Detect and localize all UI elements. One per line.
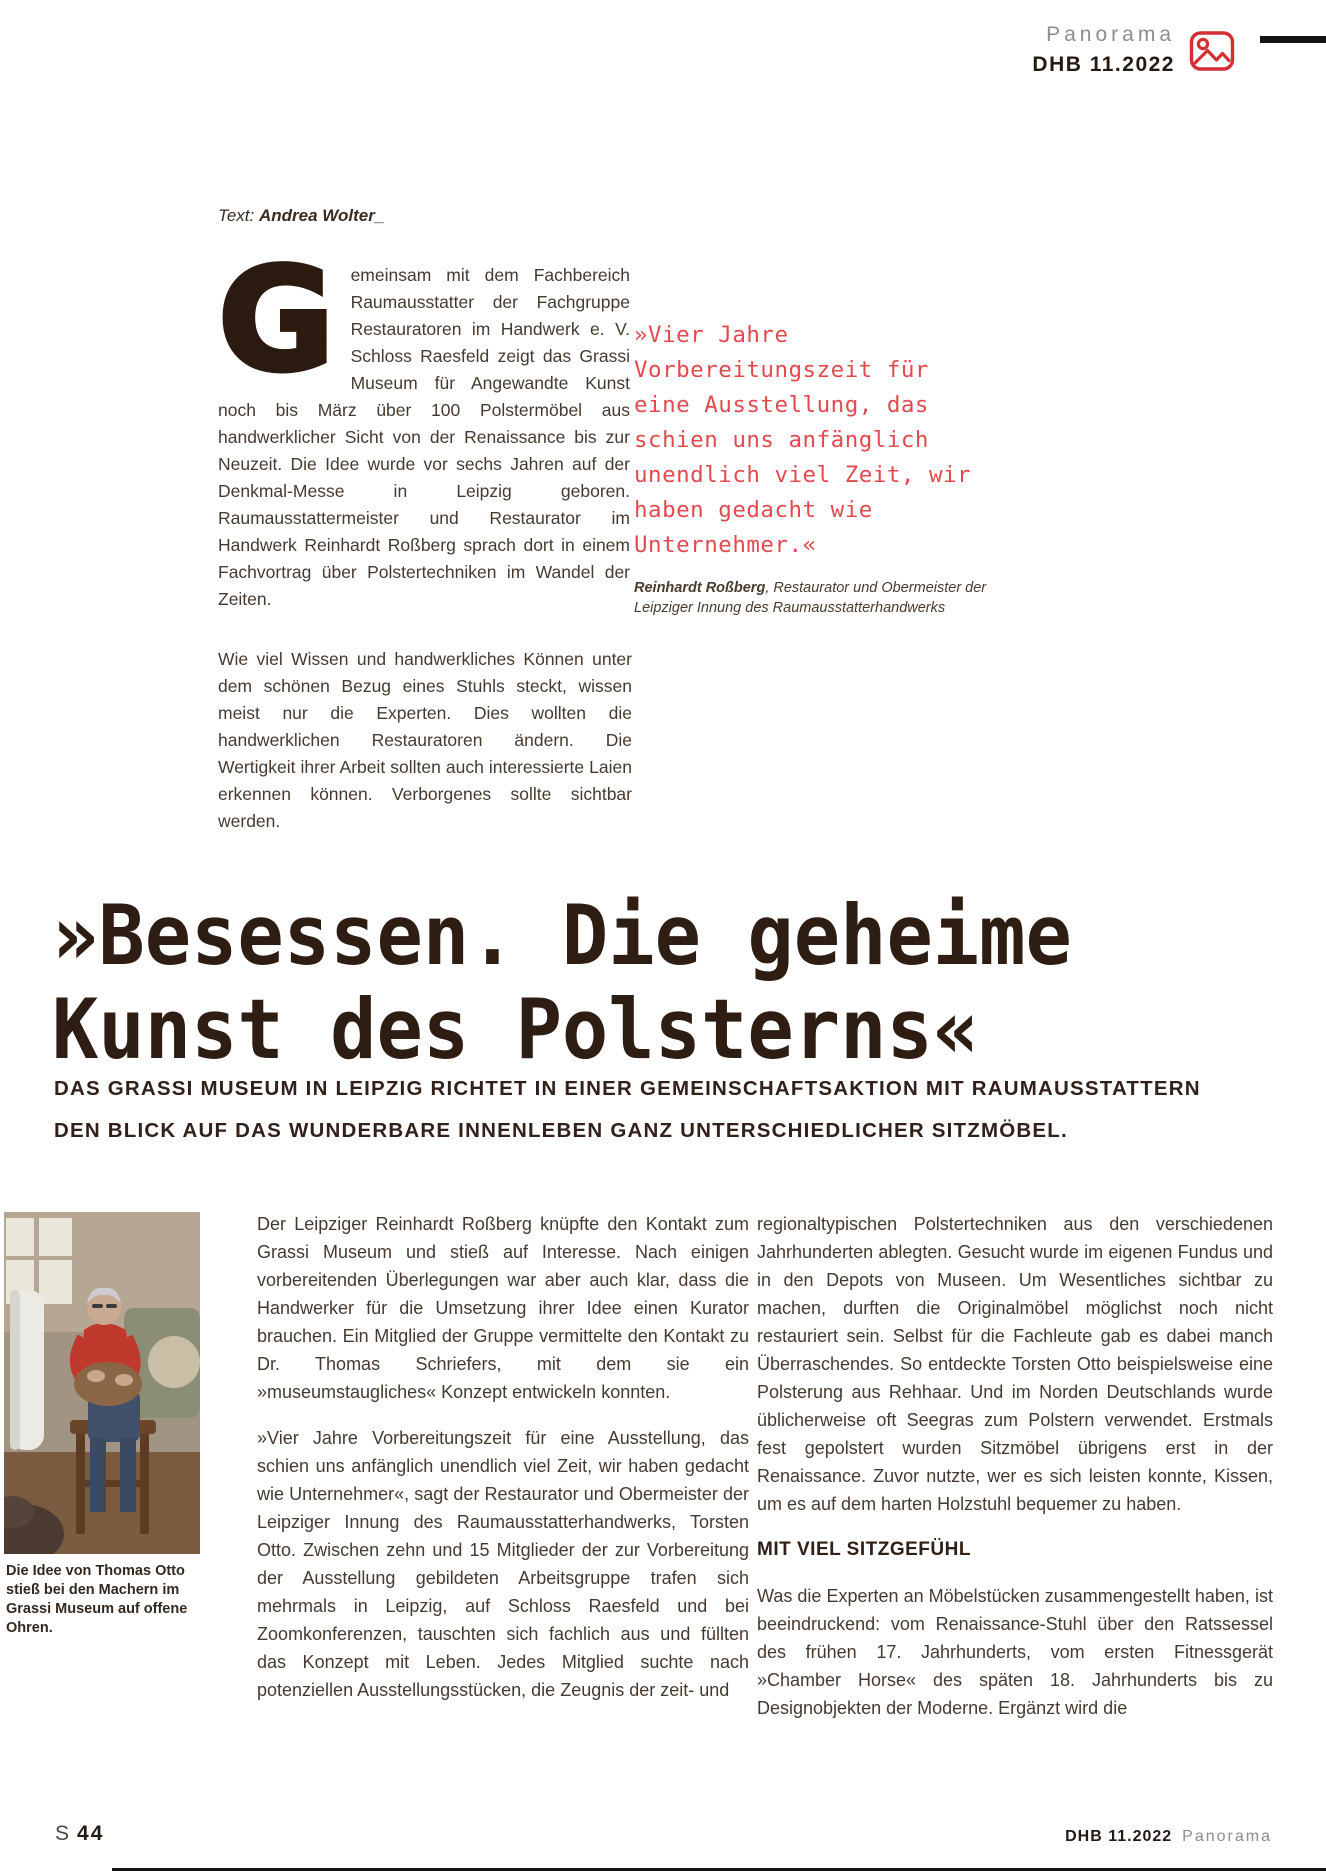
intro-paragraph-2: Wie viel Wissen und handwerkliches Können unter dem schönen Bezug eines Stuhls steckt, wissen meist nur die Experten. Dies wollten die handwerklichen Restauratoren ändern. Die Wertigkeit ihrer Arbeit sollten auch interessierte Laien erkennen können. Verborgenes sollte sichtbar werden. [218,649,632,831]
pull-quote-line: Vorbereitungszeit für [634,357,929,383]
footer-issue: DHB 11.2022 [1065,1828,1173,1845]
headline-line-2: Kunst des Polsterns« [52,982,980,1079]
pull-quote-line: haben gedacht wie [634,497,873,523]
column-middle [257,1210,749,1722]
pull-quote-line: Unternehmer.« [634,532,817,558]
footer-page-num: 44 [77,1822,105,1845]
middle-paragraph-1: Der Leipziger Reinhardt Roßberg knüpfte den Kontakt zum Grassi Museum und stieß auf Interesse. Nach einigen vorbereitenden Überlegungen war aber auch klar, dass die Handwerker für die Umsetzung ihrer Idee einen Kurator brauchen. Ein Mitglied der Gruppe vermittelte den Kontakt zu Dr. Thomas Schriefers, mit dem sie ein »museumstaugliches« Konzept entwickeln konnten. [257,1214,749,1402]
header-issue-label: DHB 11.2022 [1032,53,1175,76]
pull-quote-line: »Vier Jahre [634,322,789,348]
footer-page-number [55,1822,104,1846]
byline-prefix: Text: [218,206,259,225]
right-paragraph-1: regionaltypischen Polstertechniken aus den verschiedenen Jahrhunderten ablegten. Gesucht wurde im eigenen Fundus und in den Depots von Museen. Um Wesentliches sichtbar zu machen, durften die Originalmöbel möglichst noch nicht restauriert sein. Selbst für die Fachleute gab es dabei manch Überraschendes. So entdeckte Torsten Otto beispielsweise eine Polsterung aus Rehhaar. Und im Norden Deutschlands wurde üblicherweise oft Seegras zum Polstern verwendet. Erstmals fest gepolstert wurden Sitzmöbel übrigens erst in der Renaissance. Zuvor nutzte, wer es sich leisten konnte, Kissen, um es auf dem harten Holzstuhl bequemer zu haben. [757,1214,1273,1514]
headline-line-1: »Besessen. Die geheime [52,888,1072,985]
column-right [757,1210,1273,1740]
right-paragraph-2: Was die Experten an Möbelstücken zusammengestellt haben, ist beeindruckend: vom Renaissance-Stuhl über den Ratssessel des frühen 17. Jahrhunderts, vom ersten Fitnessgerät »Chamber Horse« des späten 18. Jahrhunderts bis zu Designobjekten der Moderne. Ergänzt wird die [757,1586,1273,1718]
section-heading: MIT VIEL SITZGEFÜHL [757,1539,971,1560]
photo-caption: Die Idee von Thomas Otto stieß bei den Machern im Grassi Museum auf offene Ohren. [6,1563,188,1636]
top-right-rule [1260,36,1326,43]
picture-icon [1188,27,1236,75]
intro-paragraph-1-text: emeinsam mit dem Fachbereich Raumausstatter der Fachgruppe Restauratoren im Handwerk e. V. Schloss Raesfeld zeigt das Grassi Museum für Angewandte Kunst noch bis März über 100 Polstermöbel aus handwerklicher Sicht von der Renaissance bis zur Neuzeit. Die Idee wurde vor sechs Jahren auf der Denkmal-Messe in Leipzig geboren. Raumausstattermeister und Restaurator im Handwerk Reinhardt Roßberg sprach dort in einem Fachvortrag über Polstertechniken im Wandel der Zeiten. [218,265,630,609]
attribution-role: , Restaurator und Obermeister der Leipziger Innung des Raumausstatterhandwerks [634,580,987,616]
page-header [1032,24,1175,75]
middle-paragraph-2: »Vier Jahre Vorbereitungszeit für eine Ausstellung, das schien uns anfänglich unendlich viel Zeit, wir haben gedacht wie Unternehmer«, sagt der Restaurator und Obermeister der Leipziger Innung des Raumausstatterhandwerks, Torsten Otto. Zwischen zehn und 15 Mitglieder der zur Vorbereitung der Ausstellung gebildeten Arbeitsgruppe trafen sich mehrmals in Leipzig, auf Schloss Raesfeld und bei Zoomkonferenzen, tauschten sich fachlich aus und füllten das Konzept mit Leben. Jedes Mitglied suchte nach potenziellen Ausstellungsstücken, die Zeugnis der zeit- und [257,1428,749,1700]
pull-quote [634,318,986,563]
header-section-label: Panorama [1046,23,1175,46]
attribution-name: Reinhardt Roßberg [634,580,766,596]
subheadline-line-2: DEN BLICK AUF DAS WUNDERBARE INNENLEBEN GANZ UNTERSCHIEDLICHER SITZMÖBEL. [54,1119,1068,1142]
pull-quote-line: eine Ausstellung, das [634,392,929,418]
photo-illustration [4,1212,200,1554]
photo [4,1212,200,1554]
subheadline-line-1: DAS GRASSI MUSEUM IN LEIPZIG RICHTET IN EINER GEMEINSCHAFTSAKTION MIT RAUMAUSSTATTERN [54,1077,1201,1100]
byline-author: Andrea Wolter_ [258,206,385,225]
intro-paragraph-1 [218,238,630,613]
pull-quote-attribution [634,578,990,618]
byline [218,206,384,226]
footer-issue-section [1065,1828,1272,1846]
article-headline [52,886,1072,1079]
footer-section: Panorama [1182,1828,1272,1845]
bottom-rule [112,1868,1326,1871]
pull-quote-line: unendlich viel Zeit, wir [634,462,972,488]
article-subheadline [54,1068,1274,1152]
pull-quote-line: schien uns anfänglich [634,427,929,453]
footer-page-prefix: S [55,1822,72,1845]
dropcap-letter: G [218,238,335,403]
